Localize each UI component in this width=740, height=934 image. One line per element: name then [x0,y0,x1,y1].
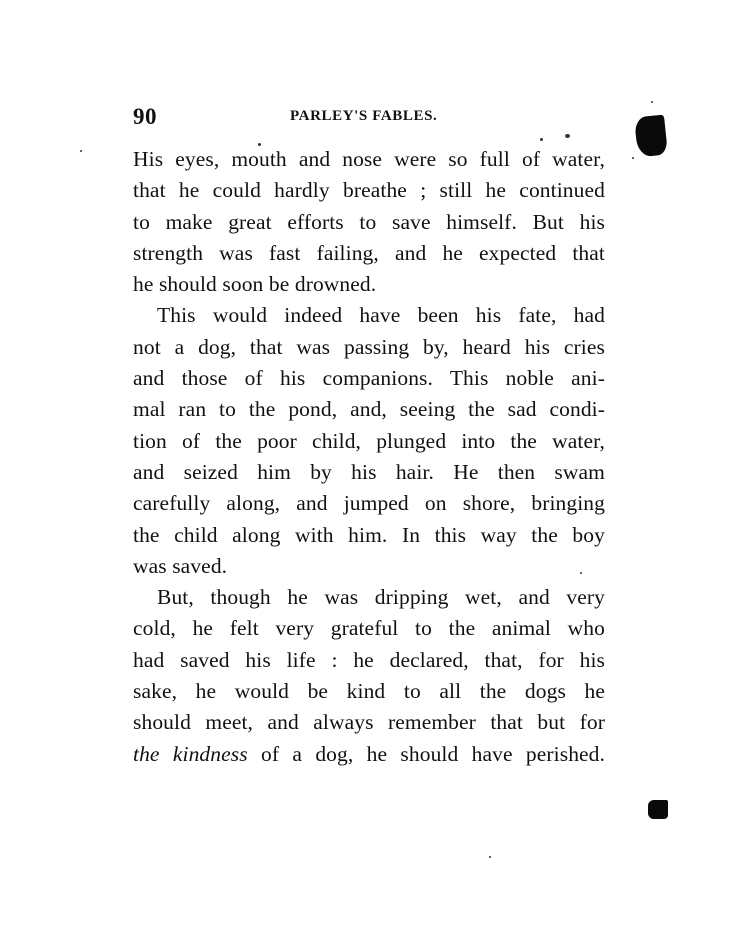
scan-speck [540,138,543,141]
text-line: strength was fast failing, and he expected that [133,240,605,265]
page-header [133,104,607,132]
running-head: PARLEY'S FABLES. [290,108,438,124]
final-line-rest: of a dog, he should have perished. [261,741,606,766]
text-line: should meet, and always remember that but for [133,710,605,735]
scan-speck [651,101,653,103]
scan-speck [632,157,634,159]
text-line: he should soon be drowned. [133,272,377,297]
body-text [133,144,605,770]
scan-speck [80,150,82,152]
text-line: that he could hardly breathe ; still he continued [133,178,605,203]
text-line: tion of the poor child, plunged into the water, [133,428,605,453]
text-line: This would indeed have been his fate, had [157,303,605,328]
text-line: But, though he was dripping wet, and very [157,585,605,610]
scan-speck [565,134,570,138]
text-line: cold, he felt very grateful to the animal who [133,616,605,641]
scan-speck [489,856,491,858]
text-line: sake, he would be kind to all the dogs he [133,679,605,704]
text-line: had saved his life : he declared, that, for his [133,647,605,672]
text-line: and seized him by his hair. He then swam [133,459,605,484]
scan-speck [258,143,261,146]
text-line: to make great efforts to save himself. But his [133,209,605,234]
ink-blot-bottom [648,800,668,819]
text-line: carefully along, and jumped on shore, bringing [133,491,605,516]
page-number: 90 [133,104,157,129]
text-line: mal ran to the pond, and, seeing the sad condi- [133,397,605,422]
text-line: not a dog, that was passing by, heard his cries [133,334,605,359]
final-text-line [133,739,605,770]
text-line: the child along with him. In this way the boy [133,522,605,547]
text-line: was saved. [133,553,228,578]
ink-blot-top [634,115,668,158]
text-line: His eyes, mouth and nose were so full of water, [133,147,605,171]
text-line: and those of his companions. This noble ani- [133,366,605,391]
scan-speck [580,572,582,574]
emphasis-text: the kindness [133,741,248,766]
